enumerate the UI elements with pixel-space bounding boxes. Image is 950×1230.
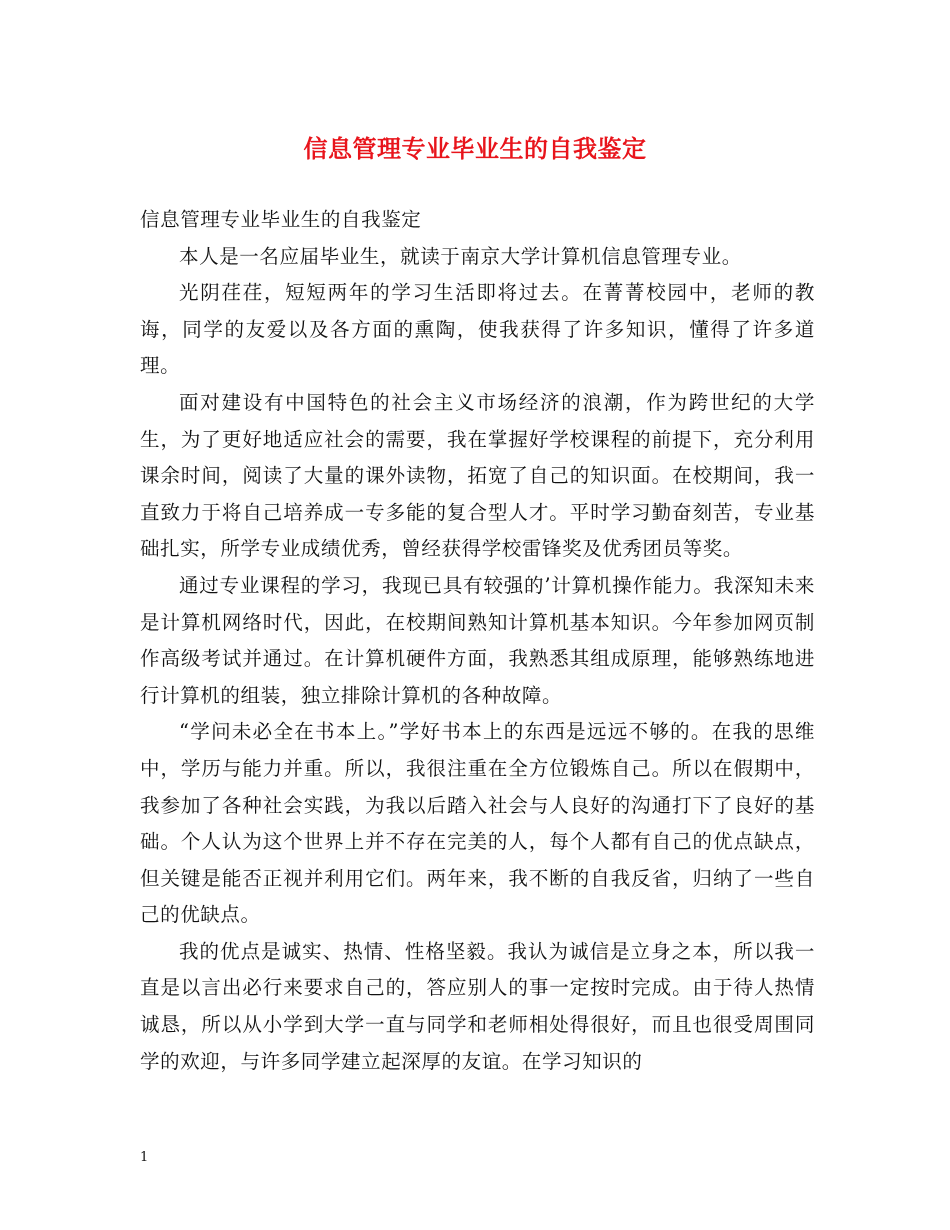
page-number: 1 (140, 1150, 149, 1165)
paragraph-strengths: 我的优点是诚实、热情、性格坚毅。我认为诚信是立身之本，所以我一直是以言出必行来要求自己的，答应别人的事一定按时完成。由于待人热情诚恳，所以从小学到大学一直与同学和老师相处得很好，而且也很受周围同学的欢迎，与许多同学建立起深厚的友谊。在学习知识的 (140, 939, 815, 1073)
paragraph-introduction: 本人是一名应届毕业生，就读于南京大学计算机信息管理专业。 (179, 244, 742, 268)
document-body (140, 202, 815, 1080)
paragraph-practice: “学问未必全在书本上。”学好书本上的东西是远远不够的。在我的思维中，学历与能力并重。所以，我很注重在全方位锻炼自己。所以在假期中，我参加了各种社会实践，为我以后踏入社会与人良好的沟通打下了良好的基础。个人认为这个世界上并不存在完美的人，每个人都有自己的优点缺点，但关键是能否正视并利用它们。两年来，我不断的自我反省，归纳了一些自己的优缺点。 (140, 720, 815, 927)
paragraph-heading: 信息管理专业毕业生的自我鉴定 (140, 208, 422, 231)
paragraph-study: 面对建设有中国特色的社会主义市场经济的浪潮，作为跨世纪的大学生，为了更好地适应社会的需要，我在掌握好学校课程的前提下，充分利用课余时间，阅读了大量的课外读物，拓宽了自己的知识面。在校期间，我一直致力于将自己培养成一专多能的复合型人才。平时学习勤奋刻苦，专业基础扎实，所学专业成绩优秀，曾经获得学校雷锋奖及优秀团员等奖。 (140, 390, 815, 561)
document-title: 信息管理专业毕业生的自我鉴定 (303, 134, 647, 163)
paragraph-school-life: 光阴荏荏，短短两年的学习生活即将过去。在菁菁校园中，老师的教诲，同学的友爱以及各方面的熏陶，使我获得了许多知识，懂得了许多道理。 (140, 281, 815, 378)
paragraph-computer-skills: 通过专业课程的学习，我现已具有较强的’计算机操作能力。我深知未来是计算机网络时代，因此，在校期间熟知计算机基本知识。今年参加网页制作高级考试并通过。在计算机硬件方面，我熟悉其组成原理，能够熟练地进行计算机的组装，独立排除计算机的各种故障。 (140, 573, 815, 707)
